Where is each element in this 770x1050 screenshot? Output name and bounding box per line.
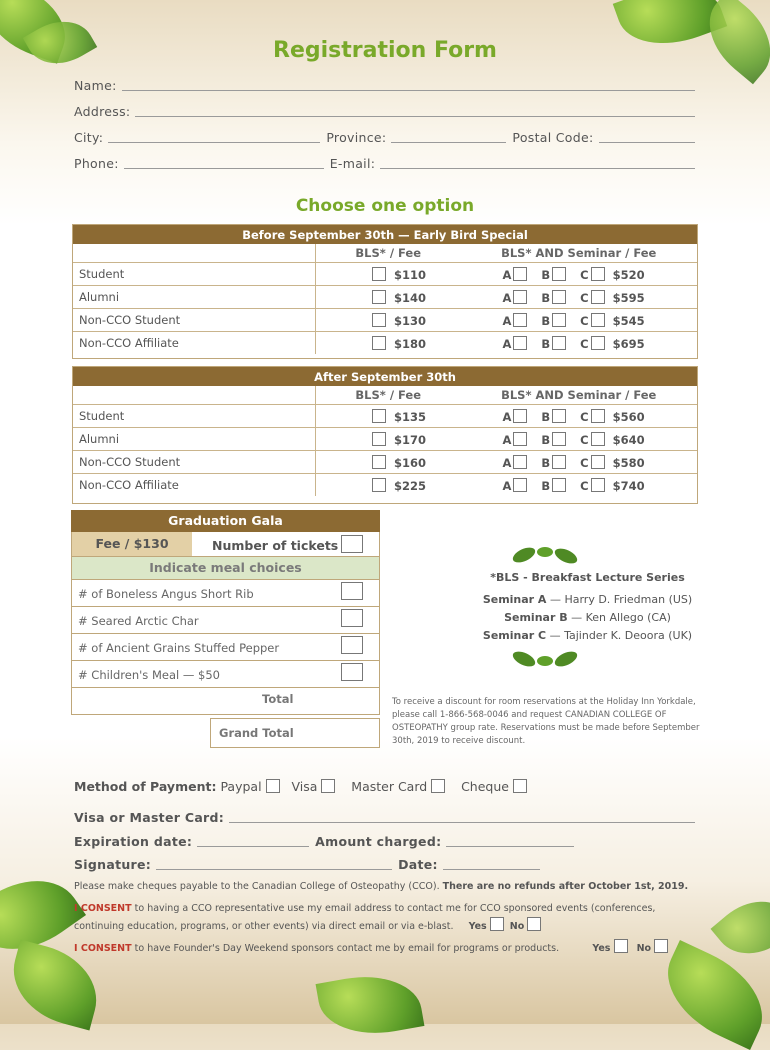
meal-row [71,580,380,607]
bls-checkbox[interactable] [372,455,386,469]
option-a-label: A [502,432,512,447]
meal-quantity-input[interactable] [341,663,363,681]
consent-cco [74,901,694,935]
early-bls-col-header: BLS* / Fee [316,244,461,263]
table-row [73,428,697,451]
seminar-c-checkbox[interactable] [591,336,605,350]
seminar-b-checkbox[interactable] [552,455,566,469]
seminar-a-checkbox[interactable] [513,409,527,423]
option-a-label: A [502,336,512,351]
card-row [74,810,695,825]
seminar-key: Seminar B [504,611,568,624]
total-label: Total [262,692,294,706]
signature-row [74,857,540,872]
seminar-key: Seminar C [482,629,547,642]
cheque-payable-text: Please make cheques payable to the Canadian College of Osteopathy (CCO). [74,881,440,892]
option-a-label: A [502,409,512,424]
early-seminar-col-header: BLS* AND Seminar / Fee [460,244,697,263]
graduation-gala-section [71,510,380,715]
signature-label: Signature: [74,857,152,872]
mastercard-checkbox[interactable] [431,779,445,793]
yes-label: Yes [468,921,487,932]
email-label: E-mail: [329,156,376,171]
seminar-a-checkbox[interactable] [513,313,527,327]
meal-row [71,634,380,661]
seminar-price: $520 [612,267,645,282]
seminar-a-checkbox[interactable] [513,432,527,446]
bls-price: $160 [394,455,427,470]
bls-checkbox[interactable] [372,409,386,423]
seminar-price: $580 [612,455,645,470]
cheque-label: Cheque [461,779,509,794]
grand-total-box[interactable] [210,718,380,748]
late-table [73,367,697,496]
card-label: Visa or Master Card: [74,810,225,825]
late-seminar-col-header: BLS* AND Seminar / Fee [460,386,697,405]
option-a-label: A [502,290,512,305]
table-row [73,286,697,309]
leaf-ornament-icon [510,544,580,566]
seminar-b-checkbox[interactable] [552,336,566,350]
payment-method-row [74,779,527,794]
city-row [74,130,695,145]
name-label: Name: [74,78,117,93]
city-field[interactable] [108,132,320,143]
early-bird-header: Before September 30th — Early Bird Special [73,225,697,244]
seminar-b-checkbox[interactable] [552,267,566,281]
date-label: Date: [398,857,438,872]
option-c-label: C [580,432,589,447]
cheque-checkbox[interactable] [513,779,527,793]
seminar-speaker: — Harry D. Friedman (US) [549,593,693,606]
consent-cco-no-checkbox[interactable] [527,917,541,931]
amount-label: Amount charged: [315,834,442,849]
option-c-label: C [580,313,589,328]
seminar-line [395,611,770,624]
row-label: Alumni [73,286,316,309]
phone-field[interactable] [124,158,324,169]
meal-choices-header: Indicate meal choices [71,557,380,580]
no-refund-text: There are no refunds after October 1st, 2019. [442,881,689,892]
bls-price: $170 [394,432,427,447]
grand-total-label: Grand Total [219,726,294,740]
row-label: Alumni [73,428,316,451]
meal-row [71,661,380,688]
seminar-a-checkbox[interactable] [513,455,527,469]
meal-label: # of Ancient Grains Stuffed Pepper [78,641,280,655]
consent-sponsors-text: to have Founder's Day Weekend sponsors contact me by email for programs or products. [134,943,560,954]
option-c-label: C [580,336,589,351]
bls-price: $135 [394,409,427,424]
option-c-label: C [580,267,589,282]
seminar-b-checkbox[interactable] [552,478,566,492]
seminar-a-checkbox[interactable] [513,478,527,492]
seminar-c-checkbox[interactable] [591,409,605,423]
province-label: Province: [326,130,387,145]
signature-field[interactable] [156,859,392,870]
amount-field[interactable] [446,836,574,847]
seminar-speaker: — Tajinder K. Deoora (UK) [549,629,693,642]
bls-price: $110 [394,267,427,282]
name-row [74,78,695,93]
meal-label: # Seared Arctic Char [78,614,199,628]
no-label: No [509,921,525,932]
option-b-label: B [541,290,551,305]
row-label: Non-CCO Affiliate [73,474,316,497]
date-field[interactable] [443,859,540,870]
option-b-label: B [541,313,551,328]
address-field[interactable] [135,106,695,117]
yes-label: Yes [592,943,611,954]
seminar-line [395,593,770,606]
consent-cco-yes-checkbox[interactable] [490,917,504,931]
bls-price: $225 [394,478,427,493]
form-title: Registration Form [273,38,497,63]
seminar-price: $560 [612,409,645,424]
province-field[interactable] [391,132,506,143]
choose-option-heading: Choose one option [295,196,475,216]
meal-row [71,607,380,634]
row-label: Non-CCO Affiliate [73,332,316,355]
expiration-label: Expiration date: [74,834,193,849]
bls-checkbox[interactable] [372,432,386,446]
consent-label: I CONSENT [74,903,132,914]
seminar-price: $595 [612,290,645,305]
meal-quantity-input[interactable] [341,636,363,654]
option-c-label: C [580,290,589,305]
address-row [74,104,695,119]
seminar-a-checkbox[interactable] [513,267,527,281]
early-bird-table [73,225,697,354]
row-label: Student [73,405,316,428]
bls-legend-title: *BLS - Breakfast Lecture Series [490,571,685,584]
meal-label: # of Boneless Angus Short Rib [78,587,254,601]
expiration-field[interactable] [197,836,309,847]
paypal-checkbox[interactable] [266,779,280,793]
seminar-c-checkbox[interactable] [591,478,605,492]
name-field[interactable] [122,80,695,91]
total-row[interactable] [71,688,380,715]
consent-label: I CONSENT [74,943,132,954]
row-label: Student [73,263,316,286]
option-c-label: C [580,455,589,470]
seminar-price: $545 [612,313,645,328]
seminar-price: $740 [612,478,645,493]
postal-code-field[interactable] [599,132,696,143]
cheque-note [74,879,688,895]
seminar-a-checkbox[interactable] [513,336,527,350]
table-row [73,474,697,497]
late-header: After September 30th [73,367,697,386]
seminar-c-checkbox[interactable] [591,290,605,304]
leaf-decoration [316,967,425,1043]
meal-quantity-input[interactable] [341,582,363,600]
tickets-input[interactable] [341,535,363,553]
visa-label: Visa [291,779,318,794]
consent-sponsors [74,939,694,957]
phone-row [74,156,695,171]
postal-code-label: Postal Code: [512,130,594,145]
seminar-b-checkbox[interactable] [552,432,566,446]
seminar-c-checkbox[interactable] [591,432,605,446]
city-label: City: [74,130,104,145]
seminar-b-checkbox[interactable] [552,290,566,304]
consent-text-continued: continuing education, programs, or other events) via direct email or via e-blast. [74,921,454,932]
option-c-label: C [580,409,589,424]
bls-checkbox[interactable] [372,336,386,350]
table-row [73,451,697,474]
seminar-line [395,629,770,642]
tickets-label: Number of tickets [212,538,339,553]
meal-quantity-input[interactable] [341,609,363,627]
seminar-speaker: — Ken Allego (CA) [571,611,671,624]
option-c-label: C [580,478,589,493]
seminar-c-checkbox[interactable] [591,313,605,327]
row-label: Non-CCO Student [73,309,316,332]
bls-price: $140 [394,290,427,305]
seminar-a-checkbox[interactable] [513,290,527,304]
option-b-label: B [541,432,551,447]
option-b-label: B [541,478,551,493]
phone-label: Phone: [74,156,119,171]
option-a-label: A [502,478,512,493]
option-a-label: A [502,313,512,328]
option-b-label: B [541,455,551,470]
seminar-c-checkbox[interactable] [591,455,605,469]
bls-checkbox[interactable] [372,478,386,492]
address-label: Address: [74,104,131,119]
option-a-label: A [502,455,512,470]
bls-price: $130 [394,313,427,328]
consent-sponsors-no-checkbox[interactable] [654,939,668,953]
payment-method-label: Method of Payment: [74,779,217,794]
gala-header: Graduation Gala [71,510,380,532]
consent-text: to having a CCO representative use my email address to contact me for CCO sponsored events (conferences, [134,903,656,914]
consent-sponsors-yes-checkbox[interactable] [614,939,628,953]
seminar-key: Seminar A [482,593,547,606]
leaf-ornament-icon [510,648,580,670]
table-row [73,309,697,332]
bls-checkbox[interactable] [372,267,386,281]
row-label: Non-CCO Student [73,451,316,474]
bls-checkbox[interactable] [372,313,386,327]
option-a-label: A [502,267,512,282]
mastercard-label: Master Card [351,779,428,794]
table-row [73,332,697,355]
bls-price: $180 [394,336,427,351]
hotel-discount-note: To receive a discount for room reservations at the Holiday Inn Yorkdale, please call 1-866-568-0046 and request CANADIAN COLLEGE OF OSTEOPATHY group rate. Reservations must be made before September 30th, 2019 to receive discount. [392,697,700,746]
seminar-price: $640 [612,432,645,447]
bls-checkbox[interactable] [372,290,386,304]
late-bls-col-header: BLS* / Fee [316,386,461,405]
expiration-row [74,834,574,849]
table-row [73,405,697,428]
meal-label: # Children's Meal — $50 [78,668,220,682]
visa-checkbox[interactable] [321,779,335,793]
gala-fee: Fee / $130 [72,532,192,556]
option-b-label: B [541,267,551,282]
option-b-label: B [541,336,551,351]
no-label: No [636,943,652,954]
option-b-label: B [541,409,551,424]
seminar-b-checkbox[interactable] [552,409,566,423]
paypal-label: Paypal [220,779,262,794]
table-row [73,263,697,286]
card-number-field[interactable] [229,812,695,823]
seminar-c-checkbox[interactable] [591,267,605,281]
seminar-price: $695 [612,336,645,351]
seminar-b-checkbox[interactable] [552,313,566,327]
email-field[interactable] [380,158,695,169]
